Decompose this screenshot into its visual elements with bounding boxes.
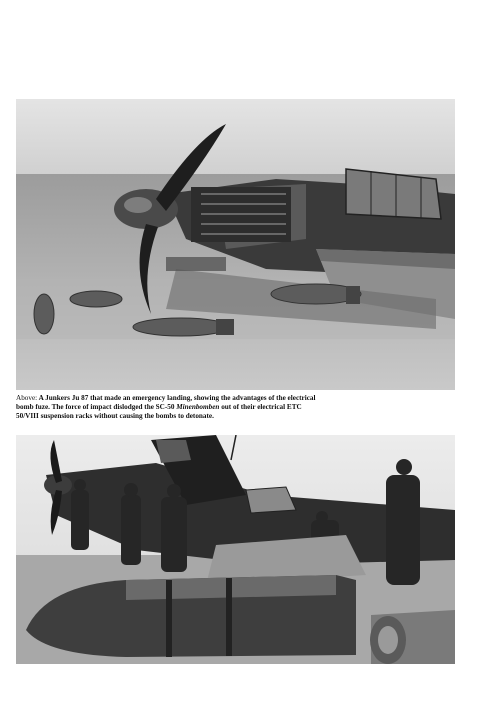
photo-ground-crew bbox=[16, 435, 455, 664]
caption-lead: Above: bbox=[16, 394, 38, 402]
photo-crashed-ju87 bbox=[16, 99, 455, 390]
caption-text-italic: Minenbomben bbox=[176, 403, 220, 411]
caption-text-part2: out of their electrical ETC 50/VIII suspension racks without causing the bombs to detonate. bbox=[16, 403, 302, 420]
photo-caption bbox=[16, 394, 316, 421]
caption-text-part1: A Junkers Ju 87 that made an emergency landing, showing the advantages of the electrical bomb fuze. The force of impact dislodged the SC-50 bbox=[16, 394, 316, 411]
photo-ground-crew-image bbox=[16, 435, 455, 664]
photo-crashed-ju87-image bbox=[16, 99, 455, 390]
